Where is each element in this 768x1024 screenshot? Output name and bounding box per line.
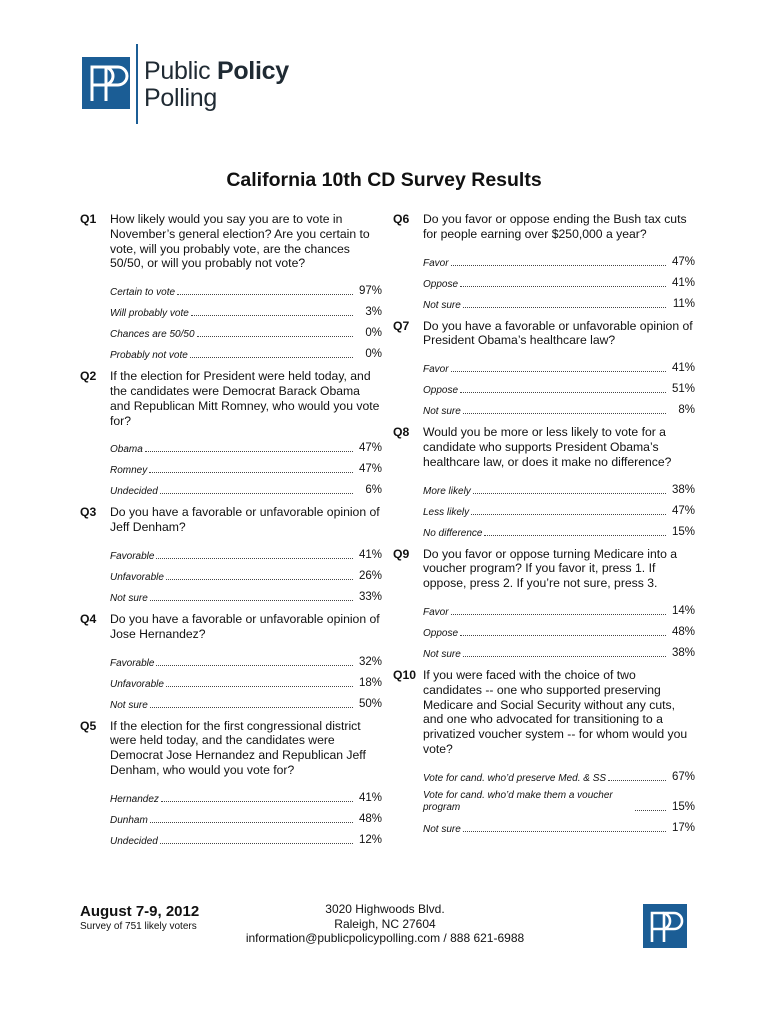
question-q2 xyxy=(80,369,382,497)
question-q4 xyxy=(80,612,382,711)
answer-label: Probably not vote xyxy=(110,350,188,362)
answer-percentage: 38% xyxy=(671,646,695,659)
question-body xyxy=(110,612,382,711)
question-number: Q4 xyxy=(80,611,97,626)
answer-label: Chances are 50/50 xyxy=(110,329,195,341)
answer-row xyxy=(423,618,695,639)
answer-row xyxy=(110,455,382,476)
question-text: Do you have a favorable or unfavorable opinion of Jose Hernandez? xyxy=(110,611,380,641)
answer-label: Not sure xyxy=(423,823,461,835)
address-line1: 3020 Highwoods Blvd. xyxy=(325,902,445,916)
answer-row xyxy=(110,298,382,319)
answer-label: Favorable xyxy=(110,550,155,562)
dot-leader xyxy=(463,413,666,414)
question-body xyxy=(423,319,695,418)
answer-percentage: 12% xyxy=(358,833,382,846)
answer-percentage: 0% xyxy=(365,327,382,340)
answer-percentage: 8% xyxy=(678,404,695,417)
dot-leader xyxy=(463,307,666,308)
answer-percentage: 0% xyxy=(365,348,382,361)
answer-percentage: 97% xyxy=(358,285,382,298)
answer-percentage: 6% xyxy=(365,484,382,497)
answer-label: Vote for cand. who’d preserve Med. & SS xyxy=(423,772,607,784)
answer-percentage: 15% xyxy=(671,800,695,813)
answer-percentage: 41% xyxy=(358,791,382,804)
answer-label: Obama xyxy=(110,444,143,456)
answer-percentage: 41% xyxy=(671,362,695,375)
dot-leader xyxy=(197,336,353,337)
question-number: Q5 xyxy=(80,718,97,733)
answer-row xyxy=(423,354,695,375)
answer-label: Vote for cand. who’d make them a voucher program xyxy=(423,789,613,813)
answer-percentage: 48% xyxy=(671,625,695,638)
right-column xyxy=(393,212,695,843)
question-text: Do you favor or oppose turning Medicare into a voucher program? If you favor it, press 1. If oppose, press 2. If you’re not sure, press 3. xyxy=(423,546,678,591)
answer-row xyxy=(423,497,695,518)
ppp-footer-logo-icon xyxy=(643,904,687,948)
dot-leader xyxy=(156,558,353,559)
dot-leader xyxy=(166,579,353,580)
dot-leader xyxy=(484,535,666,536)
question-number: Q3 xyxy=(80,505,97,520)
answer-row xyxy=(110,805,382,826)
answer-label: Favor xyxy=(423,364,449,376)
answer-percentage: 3% xyxy=(365,306,382,319)
dot-leader xyxy=(451,614,666,615)
dot-leader xyxy=(451,265,666,266)
question-number: Q6 xyxy=(393,212,410,226)
answer-row xyxy=(110,826,382,847)
dot-leader xyxy=(473,493,666,494)
answer-percentage: 15% xyxy=(671,525,695,538)
answer-row xyxy=(423,814,695,835)
answer-percentage: 26% xyxy=(358,569,382,582)
dot-leader xyxy=(191,315,353,316)
dot-leader xyxy=(161,801,353,802)
contact-block xyxy=(200,902,570,946)
dot-leader xyxy=(460,392,666,393)
answer-row xyxy=(423,639,695,660)
dot-leader xyxy=(160,493,353,494)
dot-leader xyxy=(460,635,666,636)
answer-percentage: 17% xyxy=(671,821,695,834)
question-text: Do you favor or oppose ending the Bush tax cuts for people earning over $250,000 a year? xyxy=(423,212,687,241)
question-body xyxy=(110,719,382,847)
answer-label: Will probably vote xyxy=(110,308,189,320)
answer-percentage: 11% xyxy=(672,297,695,310)
question-text: Would you be more or less likely to vote for a candidate who supports President Obama’s healthcare law, or does it make no difference? xyxy=(423,425,672,469)
question-text: If the election for the first congressional district were held today, and the candidates were Democrat Jose Hernandez and Republican Jeff Denham, who would you vote for? xyxy=(110,718,366,777)
question-body xyxy=(110,369,382,497)
answer-row xyxy=(110,476,382,497)
answer-percentage: 51% xyxy=(671,383,695,396)
answer-row xyxy=(423,476,695,497)
left-column xyxy=(80,212,382,855)
question-q1 xyxy=(80,212,382,361)
answer-percentage: 48% xyxy=(358,812,382,825)
answer-row xyxy=(423,375,695,396)
answer-label: Not sure xyxy=(110,592,148,604)
answer-percentage: 32% xyxy=(358,655,382,668)
question-q9 xyxy=(393,547,695,660)
answer-label: No difference xyxy=(423,527,483,539)
dot-leader xyxy=(150,600,353,601)
question-number: Q2 xyxy=(80,369,97,384)
question-text: How likely would you say you are to vote in November’s general election? Are you certain to vote, will you probably vote, are the chances 50/50, or will you probably not vote? xyxy=(110,212,370,271)
dot-leader xyxy=(190,357,353,358)
logo-word-polling: Polling xyxy=(144,84,217,112)
answer-label: Unfavorable xyxy=(110,571,164,583)
question-body xyxy=(423,425,695,538)
logo-divider xyxy=(136,44,138,124)
dot-leader xyxy=(471,514,666,515)
logo-word-policy: Policy xyxy=(216,57,289,85)
answer-row xyxy=(423,396,695,417)
answer-label: Hernandez xyxy=(110,793,159,805)
answer-label: Not sure xyxy=(110,699,148,711)
answer-row xyxy=(423,290,695,311)
answer-percentage: 41% xyxy=(671,276,695,289)
survey-date: August 7-9, 2012 xyxy=(80,903,200,920)
answer-row xyxy=(110,434,382,455)
question-number: Q8 xyxy=(393,425,410,440)
answer-label: Undecided xyxy=(110,835,158,847)
answer-percentage: 33% xyxy=(358,590,382,603)
answer-label: Dunham xyxy=(110,814,148,826)
answer-percentage: 14% xyxy=(671,604,695,617)
dot-leader xyxy=(149,472,353,473)
question-number: Q7 xyxy=(393,318,410,333)
answer-row xyxy=(110,669,382,690)
logo-word-public: Public xyxy=(144,57,211,85)
answer-row xyxy=(423,248,695,269)
question-q10 xyxy=(393,668,695,835)
ppp-logo-mark-icon xyxy=(82,57,130,109)
answer-row xyxy=(110,583,382,604)
dot-leader xyxy=(166,686,353,687)
address-line2: Raleigh, NC 27604 xyxy=(334,916,436,931)
answer-row xyxy=(423,597,695,618)
answer-label: Oppose xyxy=(423,278,459,290)
answer-row xyxy=(423,269,695,290)
answer-row xyxy=(110,784,382,805)
question-q3 xyxy=(80,505,382,604)
dot-leader xyxy=(156,665,353,666)
dot-leader xyxy=(160,843,353,844)
contact-line: information@publicpolicypolling.com / 888 621-6988 xyxy=(245,931,525,945)
answer-percentage: 47% xyxy=(358,463,382,476)
answer-percentage: 18% xyxy=(358,676,382,689)
question-body xyxy=(423,212,695,311)
answer-row xyxy=(110,277,382,298)
question-text: If you were faced with the choice of two candidates -- one who supported preserving Medicare and Social Security without any cuts, and one who advocated for transitioning to a privatized voucher system -- for whom would you vote? xyxy=(423,667,688,756)
question-q5 xyxy=(80,719,382,847)
question-body xyxy=(423,668,695,835)
answer-label: Romney xyxy=(110,465,148,477)
answer-row xyxy=(110,690,382,711)
answer-row xyxy=(423,784,695,814)
question-q6 xyxy=(393,212,695,311)
question-number: Q10 xyxy=(393,667,417,682)
question-body xyxy=(110,212,382,361)
question-number: Q1 xyxy=(80,212,97,226)
answer-percentage: 67% xyxy=(671,770,695,783)
answer-label: Favorable xyxy=(110,657,155,669)
answer-row xyxy=(110,648,382,669)
dot-leader xyxy=(150,822,353,823)
answer-label: Less likely xyxy=(423,506,470,518)
answer-label: Favor xyxy=(423,257,449,269)
answer-percentage: 41% xyxy=(358,548,382,561)
survey-sample: Survey of 751 likely voters xyxy=(80,921,197,932)
answer-row xyxy=(110,541,382,562)
answer-percentage: 50% xyxy=(358,697,382,710)
answer-row xyxy=(110,562,382,583)
answer-label: Not sure xyxy=(423,299,461,311)
answer-label: Not sure xyxy=(423,406,461,418)
answer-percentage: 47% xyxy=(671,504,695,517)
question-body xyxy=(423,547,695,660)
answer-label: Oppose xyxy=(423,385,459,397)
logo-wordmark xyxy=(144,58,289,112)
dot-leader xyxy=(608,780,666,781)
question-body xyxy=(110,505,382,604)
answer-row xyxy=(423,763,695,784)
answer-label: Favor xyxy=(423,606,449,618)
dot-leader xyxy=(635,810,666,811)
answer-label: Not sure xyxy=(423,648,461,660)
page-title: California 10th CD Survey Results xyxy=(226,169,542,191)
answer-row xyxy=(110,319,382,340)
question-text: Do you have a favorable or unfavorable opinion of President Obama’s healthcare law? xyxy=(423,318,693,348)
answer-label: Undecided xyxy=(110,486,158,498)
dot-leader xyxy=(177,294,353,295)
answer-percentage: 38% xyxy=(671,483,695,496)
question-text: Do you have a favorable or unfavorable opinion of Jeff Denham? xyxy=(110,505,380,535)
question-number: Q9 xyxy=(393,546,410,561)
question-text: If the election for President were held today, and the candidates were Democrat Barack Obama and Republican Mitt Romney, who would you vote for? xyxy=(110,369,380,428)
dot-leader xyxy=(150,707,353,708)
answer-percentage: 47% xyxy=(671,255,695,268)
answer-percentage: 47% xyxy=(358,442,382,455)
answer-row xyxy=(110,340,382,361)
answer-row xyxy=(423,518,695,539)
dot-leader xyxy=(463,831,666,832)
dot-leader xyxy=(463,656,666,657)
dot-leader xyxy=(145,451,353,452)
question-q8 xyxy=(393,425,695,538)
answer-label: More likely xyxy=(423,485,471,497)
question-q7 xyxy=(393,319,695,418)
answer-label: Certain to vote xyxy=(110,287,176,299)
answer-label: Oppose xyxy=(423,627,459,639)
answer-label: Unfavorable xyxy=(110,678,164,690)
dot-leader xyxy=(460,286,666,287)
dot-leader xyxy=(451,371,666,372)
